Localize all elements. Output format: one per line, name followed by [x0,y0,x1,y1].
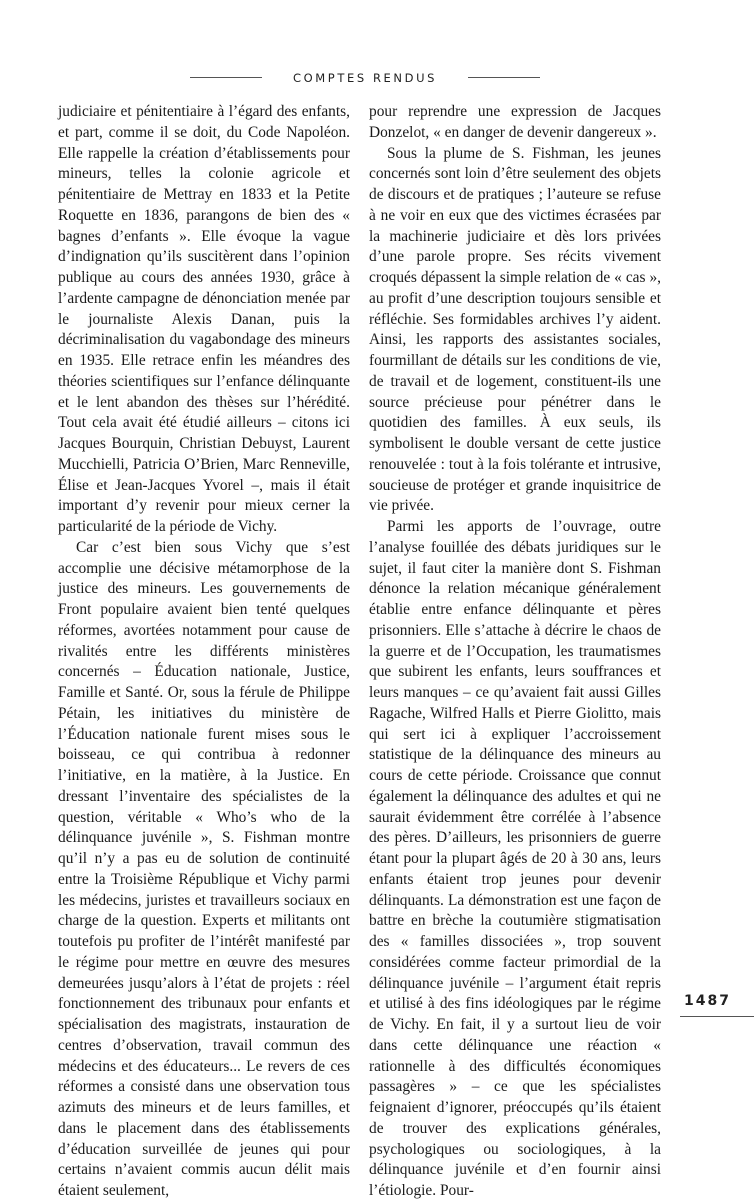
running-head-title: COMPTES RENDUS [292,71,438,85]
paragraph: judiciaire et pénitentiaire à l’égard des enfants, et part, comme il se doit, du Code Napoléon. Elle rappelle la création d’établissements pour mineurs, telles la colonie agricole et pénitentiaire de Mettray en 1833 et la Petite Roquette en 1836, parangons de bien des « bagnes d’enfants ». Elle évoque la vague d’indignation qu’ils suscitèrent dans l’opinion publique au cours des années 1930, grâce à l’ardente campagne de dénonciation menée par le journaliste Alexis Danan, puis la décriminalisation du vagabondage des mineurs en 1935. Elle retrace enfin les méandres des théories scientifiques sur l’enfance délinquante et le lent abandon des thèses sur l’hérédité. Tout cela avait été étudié ailleurs – citons ici Jacques Bourquin, Christian Debuyst, Laurent Mucchielli, Patricia O’Brien, Marc Renneville, Élise et Jean-Jacques Yvorel –, mais il était important d’y revenir pour mieux cerner la particularité de la période de Vichy. [58,103,350,535]
paragraph: Parmi les apports de l’ouvrage, outre l’analyse fouillée des débats juridiques sur le sujet, il faut citer la manière dont S. Fishman dénonce la relation mécanique généralement établie entre enfance délinquante et pères prisonniers. Elle s’attache à décrire le chaos de la guerre et de l’Occupation, les traumatismes que subirent les enfants, leurs souffrances et leurs manques – ce qu’avaient fait aussi Gilles Ragache, Wilfred Halls et Pierre Giolitto, mais qui sert ici à expliquer l’accroissement statistique de la délinquance des mineurs au cours de cette période. Croissance que connut également la délinquance des adultes et qui ne saurait évidemment être corrélée à l’absence des pères. D’ailleurs, les prisonniers de guerre étant pour la plupart âgés de 20 à 30 ans, leurs enfants étaient trop jeunes pour devenir délinquants. La démonstration est une façon de battre en brèche la coutumière stigmatisation des « familles dissociées », trop souvent considérées comme facteur primordial de la délinquance juvénile – l’argument était repris et utilisé à des fins idéologiques par le régime de Vichy. En fait, il y a surtout lieu de voir dans cette délinquance une réaction « rationnelle à des difficultés économiques passagères » – ce que les spécialistes feignaient d’ignorer, préoccupés qu’ils étaient de trouver des explications générales, psychologiques ou sociologiques, à la délinquance juvénile et d’en fournir ainsi l’étiologie. Pour- [369,518,661,1199]
page-number-block [680,992,754,1017]
running-head-rule-right [468,77,540,78]
running-head-rule-left [190,77,262,78]
paragraph: Car c’est bien sous Vichy que s’est accomplie une décisive métamorphose de la justice des mineurs. Les gouvernements de Front populaire avaient bien tenté quelques réformes, avortées notamment pour cause de rivalités entre les différents ministères concernés – Éducation nationale, Justice, Famille et Santé. Or, sous la férule de Philippe Pétain, les initiatives du ministère de l’Éducation nationale furent mises sous le boisseau, ce qui contribua à redonner l’initiative, en la matière, à la Justice. En dressant l’inventaire des spécialistes de la question, véritable « Who’s who de la délinquance juvénile », S. Fishman montre qu’il n’y a pas eu de solution de continuité entre la Troisième République et Vichy parmi les médecins, juristes et travailleurs sociaux en charge de la question. Experts et militants ont toutefois pu profiter de l’intérêt manifesté par le régime pour mettre en œuvre des mesures demeurées jusqu’alors à l’état de projets : réel fonctionnement des tribunaux pour enfants et spécialisation des magistrats, instauration de centres d’observation, travail commun des médecins et des éducateurs... Le revers de ces réformes a consisté dans une observation tous azimuts des mineurs et de leurs familles, et dans le placement dans des établissements d’éducation surveillée de jeunes qui pour certains n’avaient commis aucun délit mais étaient seulement, [58,538,350,1199]
paragraph: pour reprendre une expression de Jacques Donzelot, « en danger de devenir dangereux ». [369,103,661,141]
paragraph: Sous la plume de S. Fishman, les jeunes concernés sont loin d’être seulement des objets de discours et de pratiques ; l’auteure se refuse à ne voir en eux que des victimes écrasées par la machinerie judiciaire et dès lors privées d’une parole propre. Ses récits vivement croqués dépassent la simple relation de « cas », au profit d’une description toujours sensible et réfléchie. Ses formidables archives l’y aident. Ainsi, les rapports des assistantes sociales, fourmillant de détails sur les conditions de vie, de travail et de logement, constituent-ils une source précieuse pour pénétrer dans le quotidien des familles. À eux seuls, ils symbolisent le double versant de cette justice renouvelée : tout à la fois tolérante et intrusive, soucieuse de protéger et grande inquisitrice de vie privée. [369,144,661,515]
page-number-rule [680,1016,754,1017]
running-head [0,68,754,88]
page-number: 1487 [684,993,731,1009]
right-column [369,102,661,1202]
left-column [58,102,350,1202]
